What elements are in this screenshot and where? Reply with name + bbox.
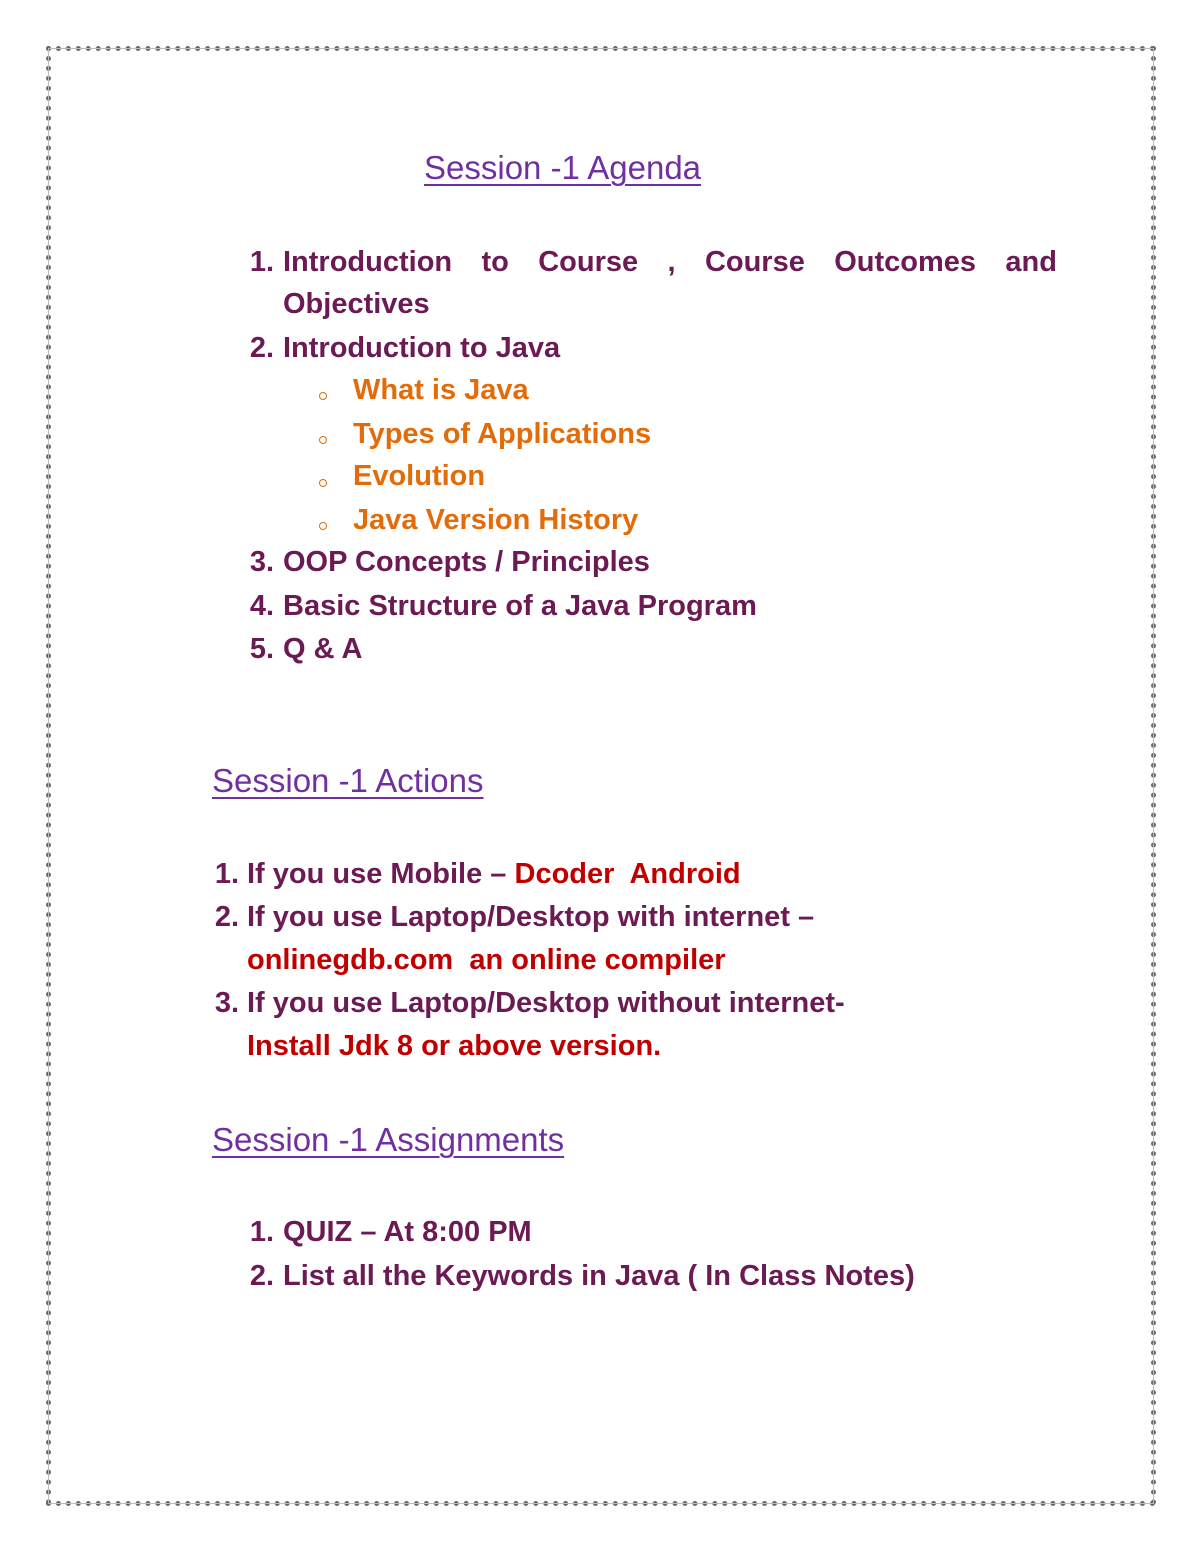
agenda-heading: Session -1 Agenda xyxy=(424,149,702,186)
actions-item-1-number: 1. xyxy=(214,858,239,890)
actions-item-3-text: If you use Laptop/Desktop without internet- xyxy=(247,987,845,1019)
actions-item-3-highlight: Install Jdk 8 or above version. xyxy=(247,1030,662,1062)
circle-bullet-icon xyxy=(319,479,327,487)
assignments-item-2-text: List all the Keywords in Java ( In Class Notes) xyxy=(283,1260,915,1292)
actions-item-1-text xyxy=(247,860,741,889)
agenda-item-1-word: and xyxy=(1005,246,1057,278)
agenda-subitem-evolution: Evolution xyxy=(353,460,486,492)
agenda-item-1-word: Course xyxy=(704,246,805,278)
agenda-item-2-number: 2. xyxy=(249,332,274,364)
agenda-item-5-text: Q & A xyxy=(283,633,363,665)
assignments-heading: Session -1 Assignments xyxy=(212,1121,565,1158)
agenda-item-1-word: , xyxy=(667,246,676,278)
agenda-subitem-types-of-applications: Types of Applications xyxy=(353,418,652,450)
actions-item-2-text: If you use Laptop/Desktop with internet – xyxy=(247,901,815,933)
agenda-subitem-what-is-java: What is Java xyxy=(353,374,529,406)
assignments-item-1-number: 1. xyxy=(249,1216,274,1248)
assignments-item-1-text: QUIZ – At 8:00 PM xyxy=(283,1216,532,1248)
actions-item-1-label: If you use Mobile – xyxy=(247,858,515,890)
agenda-item-4-number: 4. xyxy=(249,590,274,622)
actions-item-3-number: 3. xyxy=(214,987,239,1019)
agenda-item-5-number: 5. xyxy=(249,633,274,665)
actions-item-1-highlight: Dcoder Android xyxy=(514,858,741,890)
agenda-item-1-line2: Objectives xyxy=(283,288,430,320)
assignments-item-2-number: 2. xyxy=(249,1260,274,1292)
agenda-item-1-word: Introduction xyxy=(283,246,453,278)
agenda-item-3-text: OOP Concepts / Principles xyxy=(283,546,650,578)
agenda-item-3-number: 3. xyxy=(249,546,274,578)
actions-item-2-highlight: onlinegdb.com an online compiler xyxy=(247,944,726,976)
agenda-item-1-number: 1. xyxy=(249,246,274,278)
circle-bullet-icon xyxy=(319,436,327,444)
agenda-item-2-text: Introduction to Java xyxy=(283,332,561,364)
actions-item-2-number: 2. xyxy=(214,901,239,933)
agenda-item-1-word: Outcomes xyxy=(834,246,977,278)
circle-bullet-icon xyxy=(319,392,327,400)
circle-bullet-icon xyxy=(319,522,327,530)
actions-heading: Session -1 Actions xyxy=(212,762,484,799)
agenda-item-4-text: Basic Structure of a Java Program xyxy=(283,590,757,622)
agenda-item-1-word: to xyxy=(481,246,509,278)
agenda-subitem-java-version-history: Java Version History xyxy=(353,504,639,536)
agenda-item-1-line1 xyxy=(283,248,1057,277)
agenda-item-1-word: Course xyxy=(538,246,639,278)
